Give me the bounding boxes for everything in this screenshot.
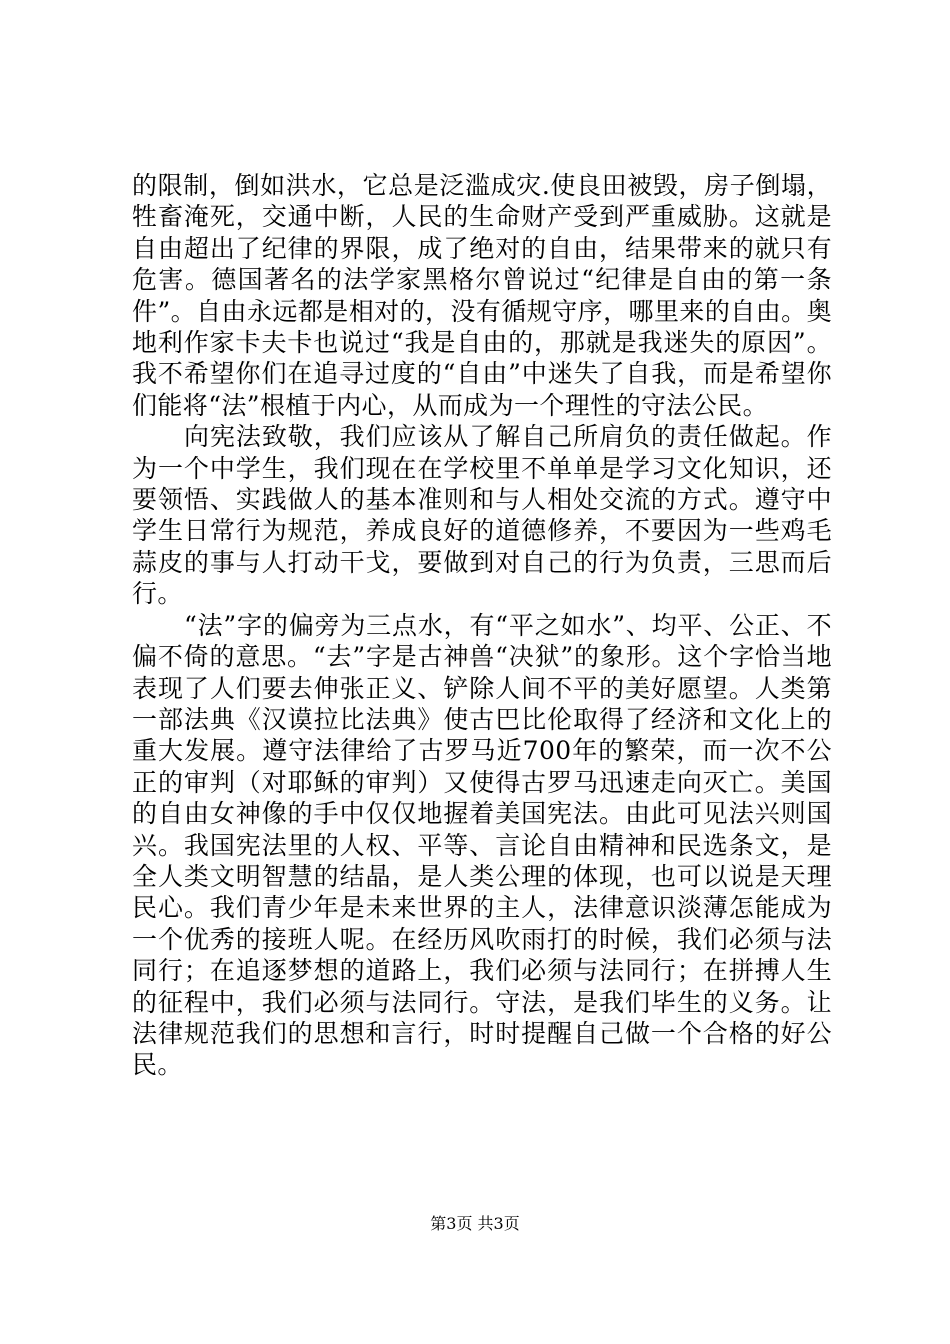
paragraph-1: 的限制，倒如洪水，它总是泛滥成灾.使良田被毁，房子倒塌，牲畜淹死，交通中断，人民的生命财产受到严重威胁。这就是自由超出了纪律的界限，成了绝对的自由，结果带来的就只有危害。德国著名的法学家黑格尔曾说过“纪律是自由的第一条件”。自由永远都是相对的，没有循规守序，哪里来的自由。奥地利作家卡夫卡也说过“我是自由的，那就是我迷失的原因”。我不希望你们在追寻过度的“自由”中迷失了自我，而是希望你们能将“法”根植于内心，从而成为一个理性的守法公民。 xyxy=(132,171,832,420)
paragraph-2: 向宪法致敬，我们应该从了解自己所肩负的责任做起。作为一个中学生，我们现在在学校里不单单是学习文化知识，还要领悟、实践做人的基本准则和与人相处交流的方式。遵守中学生日常行为规范，养成良好的道德修养，不要因为一些鸡毛蒜皮的事与人打动干戈，要做到对自己的行为负责，三思而后行。 xyxy=(132,422,832,609)
page-footer: 第3页 共3页 xyxy=(430,1214,520,1233)
paragraph-3: “法”字的偏旁为三点水，有“平之如水”、均平、公正、不偏不倚的意思。“去”字是古神兽“决狱”的象形。这个字恰当地表现了人们要去伸张正义、铲除人间不平的美好愿望。人类第一部法典《汉谟拉比法典》使古巴比伦取得了经济和文化上的重大发展。遵守法律给了古罗马近700年的繁荣，而一次不公正的审判（对耶稣的审判）又使得古罗马迅速走向灭亡。美国的自由女神像的手中仅仅地握着美国宪法。由此可见法兴则国兴。我国宪法里的人权、平等、言论自由精神和民选条文，是全人类文明智慧的结晶，是人类公理的体现，也可以说是天理民心。我们青少年是未来世界的主人，法律意识淡薄怎能成为一个优秀的接班人呢。在经历风吹雨打的时候，我们必须与法同行；在追逐梦想的道路上，我们必须与法同行；在拼搏人生的征程中，我们必须与法同行。守法，是我们毕生的义务。让法律规范我们的思想和言行，时时提醒自己做一个合格的好公民。 xyxy=(132,610,832,1080)
document-body xyxy=(132,170,832,1081)
